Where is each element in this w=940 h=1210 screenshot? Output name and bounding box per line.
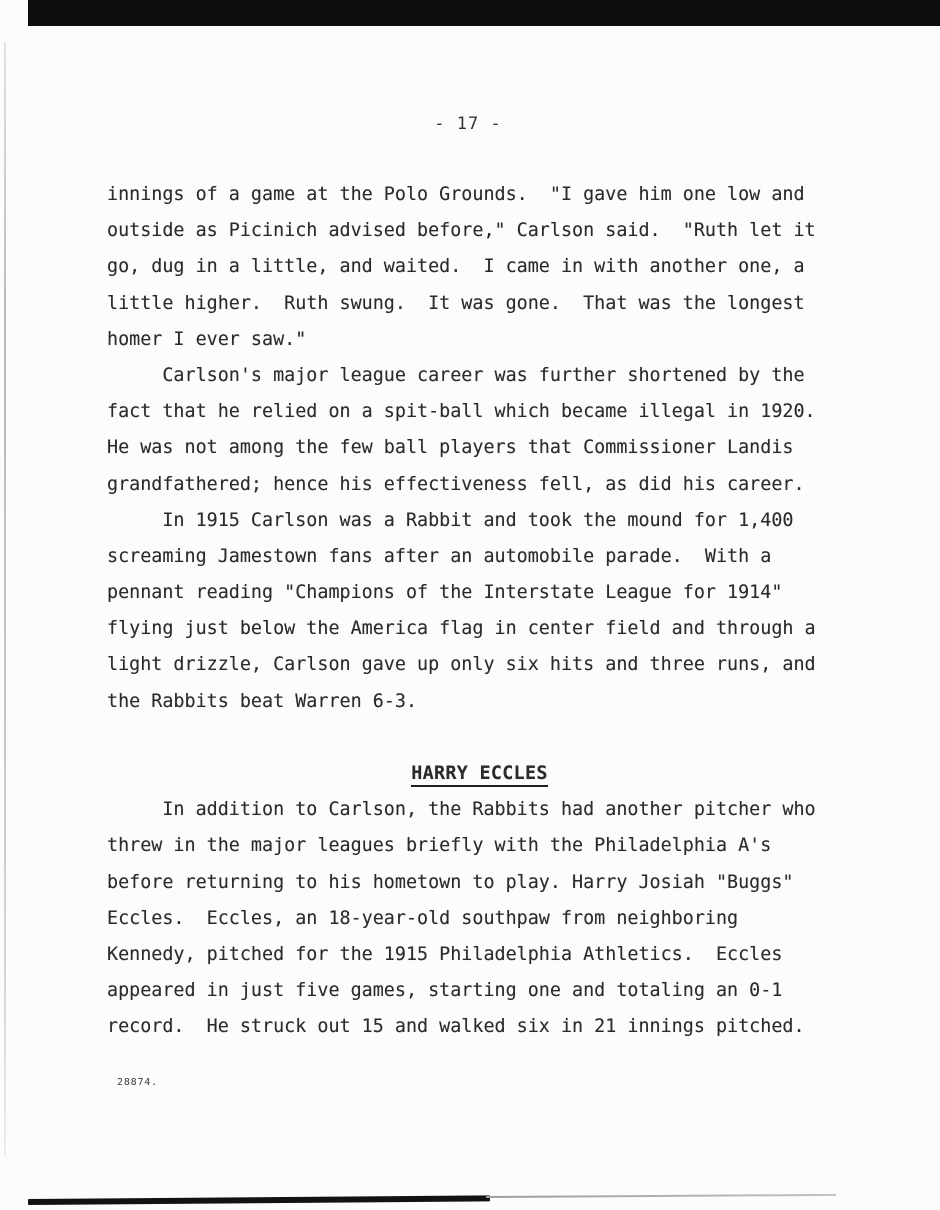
blank-line [107,720,852,756]
scanner-edge-artifact-bottom-line [486,1194,836,1198]
paragraph-block-eccles [107,792,852,1045]
scanner-edge-artifact-top [28,0,940,26]
text-line: Eccles. Eccles, an 18-year-old southpaw from neighboring [107,907,739,929]
text-line: the Rabbits beat Warren 6-3. [107,690,418,712]
text-line: fact that he relied on a spit-ball which became illegal in 1920. [107,401,816,423]
text-line: Carlson's major league career was further shortened by the [107,364,805,386]
text-line: appeared in just five games, starting one and totaling an 0-1 [107,980,783,1002]
scanner-edge-artifact-bottom [28,1195,490,1205]
text-line: In 1915 Carlson was a Rabbit and took the mound for 1,400 [107,509,794,531]
text-line: Kennedy, pitched for the 1915 Philadelphia Athletics. Eccles [107,943,783,965]
text-line: pennant reading "Champions of the Interstate League for 1914" [107,582,783,604]
text-line: light drizzle, Carlson gave up only six hits and three runs, and [107,654,816,676]
text-line: screaming Jamestown fans after an automobile parade. With a [107,545,772,567]
text-line: little higher. Ruth swung. It was gone. That was the longest [107,292,805,314]
text-line: outside as Picinich advised before," Carlson said. "Ruth let it [107,220,816,242]
text-line: In addition to Carlson, the Rabbits had another pitcher who [107,799,816,821]
paragraph-block-carlson [107,177,852,720]
text-line: flying just below the America flag in center field and through a [107,618,816,640]
text-line: grandfathered; hence his effectiveness fell, as did his career. [107,473,805,495]
text-line: threw in the major leagues briefly with the Philadelphia A's [107,835,772,857]
section-heading-row [107,756,852,792]
text-line: record. He struck out 15 and walked six in 21 innings pitched. [107,1016,805,1038]
scanner-edge-artifact-left [4,42,6,1157]
section-heading: HARRY ECCLES [411,763,547,787]
text-line: homer I ever saw." [107,328,307,350]
document-id-number: 28874. [117,1077,158,1088]
text-line: innings of a game at the Polo Grounds. "I gave him one low and [107,184,805,205]
text-line: before returning to his hometown to play. Harry Josiah "Buggs" [107,871,794,893]
text-line: He was not among the few ball players that Commissioner Landis [107,437,794,459]
document-body [107,177,852,1046]
page-number: - 17 - [434,114,502,134]
text-line: go, dug in a little, and waited. I came in with another one, a [107,256,805,278]
